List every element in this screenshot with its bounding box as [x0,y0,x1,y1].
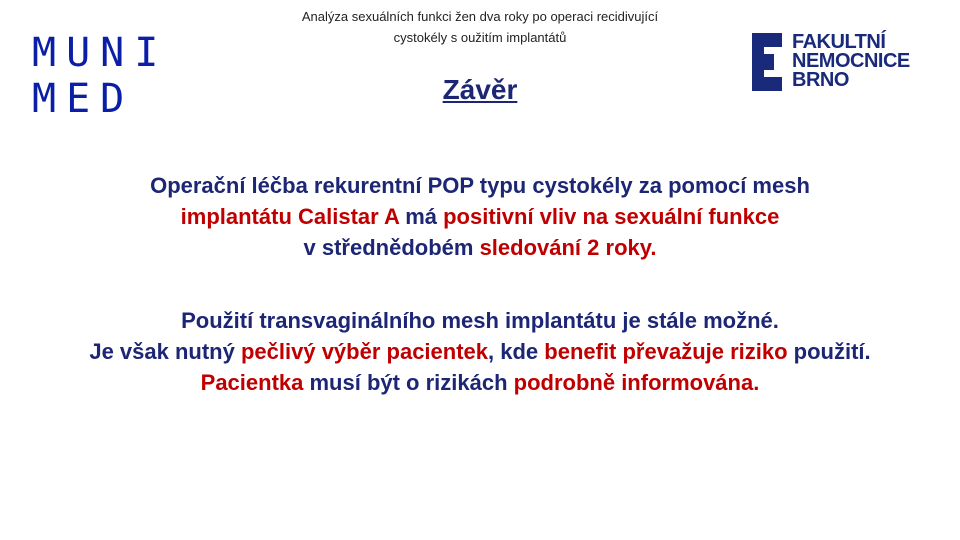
fakultni-nemocnice-brno-logo [752,33,910,93]
p1-text: v střednědobém [303,235,480,260]
hospital-name-line-1: FAKULTNÍ [792,31,886,53]
hospital-name-line-2: NEMOCNICE [792,50,910,72]
p2-highlight-selection: pečlivý výběr pacientek [240,339,489,364]
presentation-header [230,6,730,48]
p2-highlight-benefit: benefit převažuje riziko [544,339,788,364]
p2-highlight-informed: podrobně informována. [513,370,760,395]
conclusion-paragraph-1 [10,170,950,263]
header-line-1: Analýza sexuálních funkci žen dva roky po operaci recidivující [301,9,659,24]
p1-highlight-effect: positivní vliv na sexuální funkce [443,204,780,229]
p2-text: , kde [488,339,545,364]
muni-med-logo [32,30,168,122]
p1-line-3 [10,232,950,263]
p1-line-1: Operační léčba rekurentní POP typu cystokély za pomocí mesh [150,173,810,198]
slide-title: Závěr [442,74,518,105]
p2-highlight-patient: Pacientka [200,370,304,395]
p2-text: Je však nutný [89,339,241,364]
hospital-mark-icon [752,33,782,91]
p1-text: má [399,204,444,229]
p2-line-1: Použití transvaginálního mesh implantátu je stále možné. [181,308,779,333]
p2-text: musí být o rizikách [303,370,514,395]
p2-text: použití. [787,339,871,364]
p1-line-2 [10,201,950,232]
hospital-name [792,33,910,90]
p1-highlight-implant: implantátu Calistar A [180,204,400,229]
p1-highlight-followup: sledování 2 roky. [479,235,657,260]
header-line-2: cystokély s oužitím implantátů [393,30,567,45]
logo-line-muni: MUNI [32,30,169,76]
p2-line-2 [10,336,950,367]
p2-line-3 [10,367,950,398]
logo-line-med: MED [32,76,135,122]
conclusion-paragraph-2 [10,305,950,398]
hospital-name-line-3: BRNO [792,69,849,91]
